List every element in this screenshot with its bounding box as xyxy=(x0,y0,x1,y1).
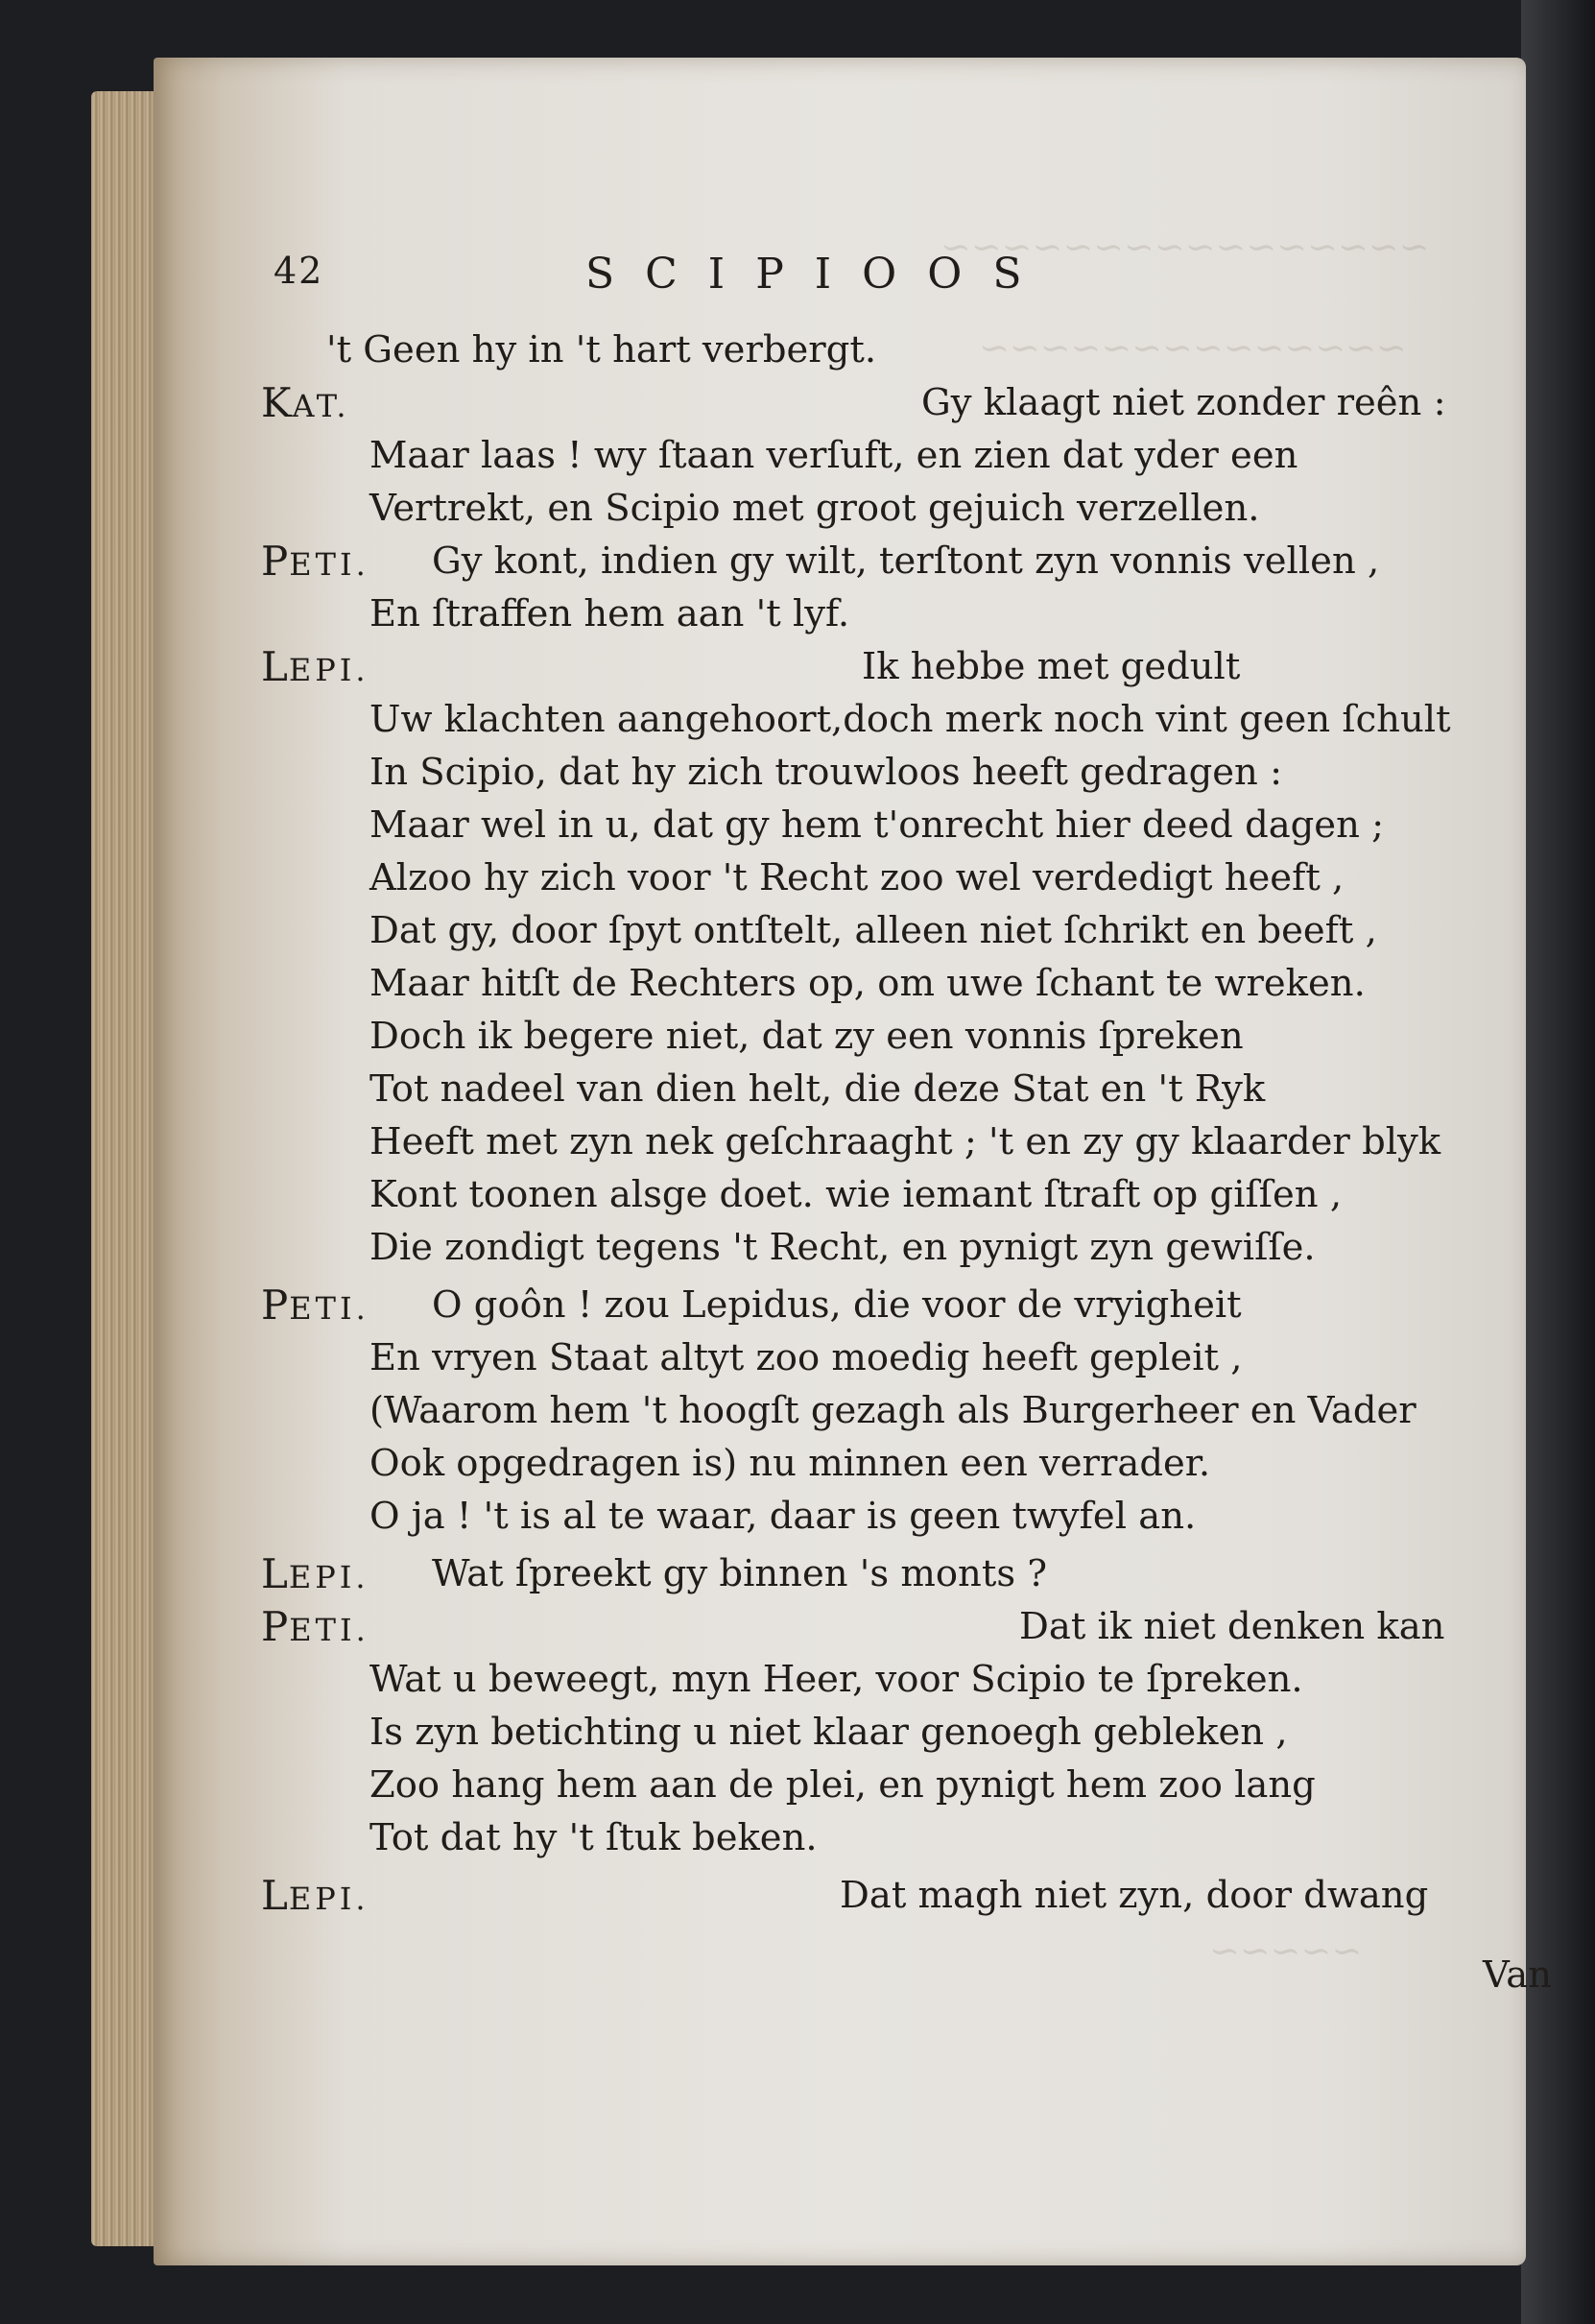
verse-text: Dat ik niet denken kan xyxy=(1019,1605,1445,1648)
speaker-name: PETI. xyxy=(261,1603,369,1650)
verse-text: Is zyn betichting u niet klaar genoegh gebleken , xyxy=(369,1711,1288,1754)
verse-text: Vertrekt, en Scipio met groot gejuich verzellen. xyxy=(369,487,1260,530)
verse-text: Uw klachten aangehoort,doch merk noch vint geen ſchult xyxy=(369,698,1451,741)
verse-text: Zoo hang hem aan de plei, en pynigt hem zoo lang xyxy=(369,1763,1316,1807)
running-title: SCIPIOOS xyxy=(585,250,1053,299)
verse-text: O goôn ! zou Lepidus, die voor de vryigheit xyxy=(432,1283,1242,1327)
verse-text: Maar wel in u, dat gy hem t'onrecht hier deed dagen ; xyxy=(369,803,1385,847)
verse-text: 't Geen hy in 't hart verbergt. xyxy=(326,328,877,371)
verse-text: O ja ! 't is al te waar, daar is geen twyfel an. xyxy=(369,1495,1197,1538)
verse-text: Tot dat hy 't ſtuk beken. xyxy=(369,1816,818,1859)
speaker-name: KAT. xyxy=(261,379,350,426)
verse-text: (Waarom hem 't hoogſt gezagh als Burgerheer en Vader xyxy=(369,1389,1416,1432)
verse-text: Dat magh niet zyn, door dwang xyxy=(840,1874,1429,1917)
verse-text: Gy klaagt niet zonder reên : xyxy=(921,381,1446,424)
verse-text: En vryen Staat altyt zoo moedig heeft gepleit , xyxy=(369,1336,1243,1379)
verse-text: In Scipio, dat hy zich trouwloos heeft gedragen : xyxy=(369,751,1283,794)
verse-text: Kont toonen alsge doet. wie iemant ſtraft op giſſen , xyxy=(369,1173,1343,1216)
speaker-name: PETI. xyxy=(261,538,369,585)
bleed-through: ~~~~~~~~~~~~~~~~ xyxy=(940,226,1430,268)
speaker-name: LEPI. xyxy=(261,1550,369,1597)
speaker-name: PETI. xyxy=(261,1282,369,1329)
verse-text: Doch ik begere niet, dat zy een vonnis ſpreken xyxy=(369,1015,1244,1058)
verse-text: Maar laas ! wy ſtaan verſuft, en zien dat yder een xyxy=(369,434,1298,477)
verse-text: Dat gy, door ſpyt ontſtelt, alleen niet ſchrikt en beeft , xyxy=(369,909,1377,952)
verse-text: Die zondigt tegens 't Recht, en pynigt zyn gewiſſe. xyxy=(369,1226,1316,1269)
bleed-through: ~~~~~ xyxy=(1209,1929,1363,1972)
verse-text: Heeft met zyn nek geſchraaght ; 't en zy gy klaarder blyk xyxy=(369,1120,1441,1163)
verse-text: Alzoo hy zich voor 't Recht zoo wel verdedigt heeft , xyxy=(369,856,1345,899)
verse-text: Tot nadeel van dien helt, die deze Stat en 't Ryk xyxy=(369,1067,1266,1111)
verse-text: Gy kont, indien gy wilt, terſtont zyn vonnis vellen , xyxy=(432,539,1380,583)
book-page xyxy=(154,58,1553,2265)
verse-text: Maar hitſt de Rechters op, om uwe ſchant te wreken. xyxy=(369,962,1366,1005)
speaker-name: LEPI. xyxy=(261,643,369,690)
speaker-name: LEPI. xyxy=(261,1872,369,1919)
verse-text: Wat ſpreekt gy binnen 's monts ? xyxy=(432,1552,1047,1595)
verse-text: Wat u beweegt, myn Heer, voor Scipio te ſpreken. xyxy=(369,1658,1303,1701)
catchword: Van xyxy=(1483,1953,1553,1997)
verse-text: En ſtraffen hem aan 't lyf. xyxy=(369,592,850,635)
verse-text: Ook opgedragen is) nu minnen een verrader. xyxy=(369,1442,1211,1485)
verse-text: Ik hebbe met gedult xyxy=(862,645,1241,688)
bleed-through: ~~~~~~~~~~~~~~ xyxy=(979,326,1407,369)
page-number: 42 xyxy=(274,250,324,292)
